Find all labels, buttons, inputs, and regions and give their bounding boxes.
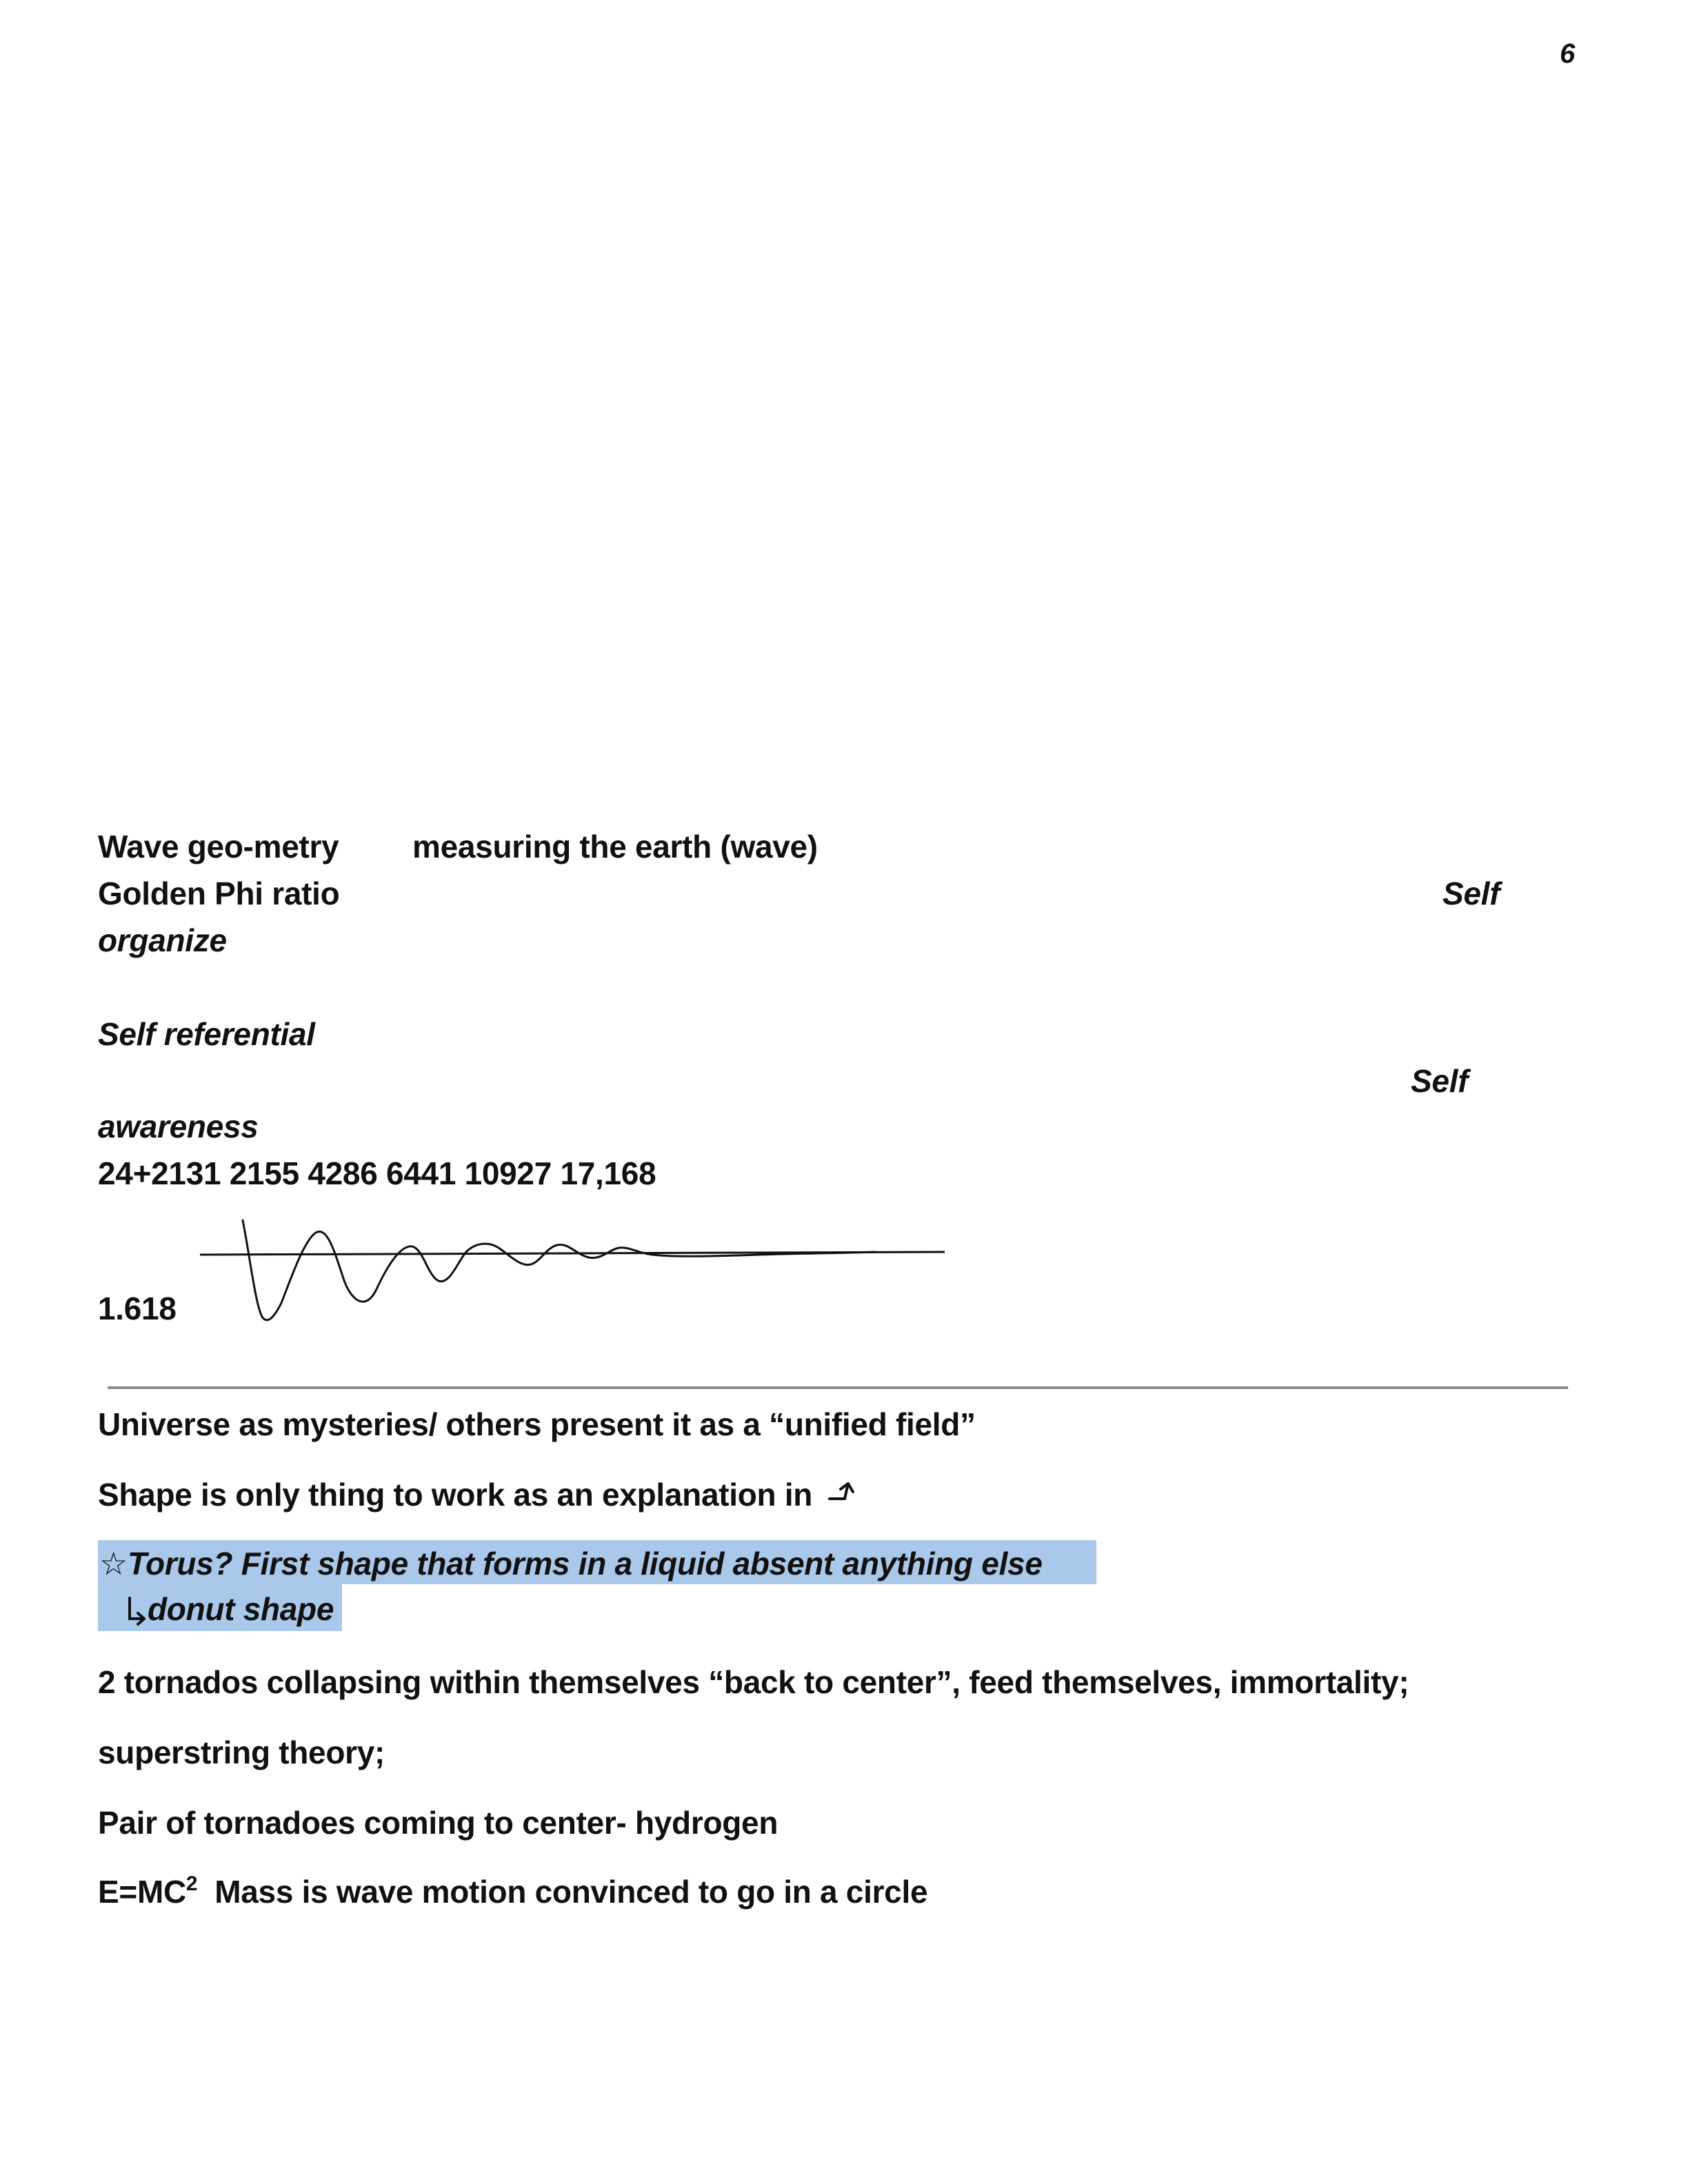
golden-phi-text: Golden Phi ratio [98,876,340,911]
wave-geometry-text: Wave geo-metry [98,829,339,865]
tornados-text: 2 tornados collapsing within themselves “back to center”, feed themselves, immortality; [98,1664,1409,1700]
superstring-text: superstring theory; [98,1735,385,1770]
torus-text: ☆Torus? First shape that forms in a liquid absent anything else [99,1546,1043,1581]
emc-line [98,1871,927,1912]
horizontal-divider [108,1386,1568,1389]
emc-formula: E=MC [98,1874,186,1910]
damped-wave-sketch [193,1213,958,1337]
page-number: 6 [1560,39,1576,69]
self-text-2: Self [1411,1063,1469,1099]
mass-text: Mass is wave motion convinced to go in a circle [214,1874,928,1910]
donut-text: donut shape [148,1591,334,1627]
shape-line [98,1474,860,1515]
self-text-1: Self [1443,876,1500,911]
phi-value-text: 1.618 [98,1291,177,1326]
donut-line [125,1588,334,1630]
universe-text: Universe as mysteries/ others present it as a “unified field” [98,1406,976,1442]
self-referential-text: Self referential [98,1016,315,1052]
arrow-turn-down-right-icon [125,1594,148,1627]
awareness-text: awareness [98,1109,259,1144]
organize-text: organize [98,922,227,958]
shape-text: Shape is only thing to work as an explanation in [98,1477,813,1513]
emc-exponent: 2 [185,1872,198,1895]
number-sequence-text: 24+2131 2155 4286 6441 10927 17,168 [98,1155,656,1191]
arrow-turn-up-icon [827,1479,860,1507]
pair-tornadoes-text: Pair of tornadoes coming to center- hydrogen [98,1805,778,1841]
measuring-earth-text: measuring the earth (wave) [412,829,818,865]
